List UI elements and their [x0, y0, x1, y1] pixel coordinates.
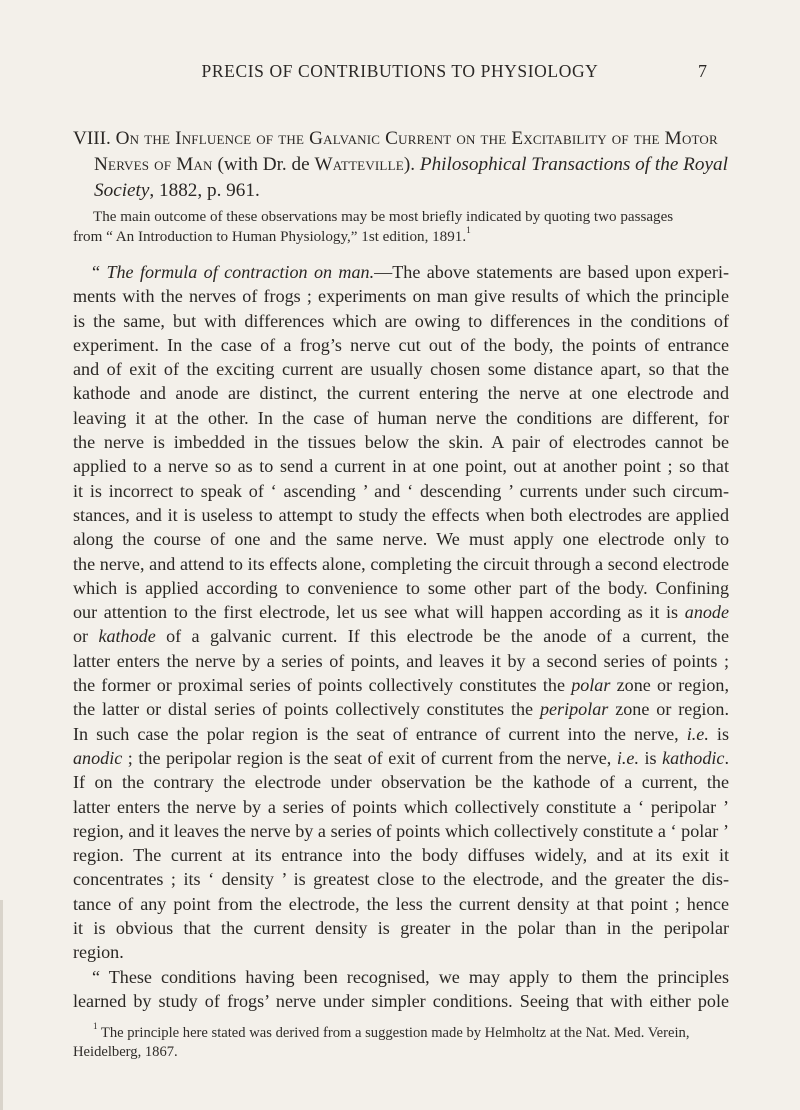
- body-line: the former or proximal series of points collectively constitutes the polar zone or region,: [73, 675, 729, 696]
- section-title-line2c: ).: [403, 154, 416, 175]
- body-line: it is obvious that the current density is greater in the polar than in the peripolar: [73, 918, 729, 939]
- body-line: anodic ; the peripolar region is the seat of exit of current from the nerve, i.e. is kathodic.: [73, 747, 729, 768]
- body-line: our attention to the first electrode, let us see what will happen according as it is anode: [73, 602, 729, 623]
- body-line: or kathode of a galvanic current. If this electrode be the anode of a current, the: [73, 626, 729, 647]
- body-line: concentrates ; its ‘ density ’ is greatest close to the electrode, and the greater the dis-: [73, 869, 729, 890]
- section-number: VIII.: [73, 128, 111, 149]
- body-line: region, and it leaves the nerve by a series of points which collectively constitute a ‘ polar ’: [73, 820, 729, 841]
- journal-name-line2: Society: [94, 180, 150, 201]
- summary-paragraph: [73, 207, 729, 247]
- body-line: stances, and it is useless to attempt to study the effects when both electrodes are applied: [73, 504, 729, 525]
- body-line: which is applied according to convenience to some other part of the body. Confining: [73, 577, 729, 598]
- section-title-line2: [73, 152, 728, 178]
- binding-shadow: [0, 900, 6, 1110]
- summary-line2: [73, 225, 471, 245]
- footnote-line1-text: The principle here stated was derived from a suggestion made by Helmholtz at the Nat. Med. Verein,: [97, 1025, 690, 1041]
- section-title-line3: [73, 178, 728, 204]
- body-line: region.: [73, 942, 124, 963]
- body-line: is the same, but with differences which are owing to differences in the conditions of: [73, 310, 729, 331]
- running-head: [0, 61, 800, 83]
- body-line: tance of any point from the electrode, the less the current density at that point ; hence: [73, 893, 729, 914]
- body-line: “ The formula of contraction on man.—The above statements are based upon experi-: [92, 262, 729, 282]
- footnote-line2: Heidelberg, 1867.: [73, 1044, 178, 1060]
- section-title-line2b: (with Dr. de: [212, 154, 315, 175]
- summary-line2-text: from “ An Introduction to Human Physiology,” 1st edition, 1891.: [73, 229, 467, 245]
- footnote: [73, 1020, 729, 1062]
- body-line: In such case the polar region is the seat of entrance of current into the nerve, i.e. is: [73, 723, 729, 744]
- body-line: the nerve is imbedded in the tissues below the skin. A pair of electrodes cannot be: [73, 432, 729, 453]
- footnote-line1: [73, 1020, 729, 1043]
- page-number: 7: [698, 61, 707, 81]
- section-title-line2a: Nerves of Man: [94, 154, 213, 175]
- body-text: [73, 260, 729, 1013]
- body-line: learned by study of frogs’ nerve under simpler conditions. Seeing that with either pole: [73, 990, 729, 1011]
- summary-line1: The main outcome of these observations may be most briefly indicated by quoting two passages: [93, 209, 674, 225]
- coauthor-name: Watteville: [314, 154, 404, 175]
- body-line: leaving it at the other. In the case of human nerve the conditions are different, for: [73, 407, 729, 428]
- body-line: kathode and anode are distinct, the current entering the nerve at one electrode and: [73, 383, 729, 404]
- footnote-reference: 1: [466, 225, 471, 236]
- running-title: PRECIS OF CONTRIBUTIONS TO PHYSIOLOGY: [201, 61, 599, 81]
- footnote-marker: 1: [93, 1020, 98, 1031]
- body-line: latter enters the nerve by a series of points, and leaves it by a second series of points ;: [73, 650, 729, 671]
- body-line: region. The current at its entrance into the body diffuses widely, and at its exit it: [73, 845, 729, 866]
- body-line: experiment. In the case of a frog’s nerve cut out of the body, the points of entrance: [73, 334, 729, 355]
- section-heading: [73, 126, 728, 204]
- body-line: and of exit of the exciting current are usually chosen some distance apart, so that the: [73, 359, 729, 380]
- body-line: applied to a nerve so as to send a current in at one point, out at another point ; so that: [73, 456, 729, 477]
- journal-name: Philosophical Transactions of the Royal: [419, 154, 728, 175]
- body-line: along the course of one and the same nerve. We must apply one electrode only to: [73, 529, 729, 550]
- body-line: “ These conditions having been recognised, we may apply to them the principles: [92, 966, 729, 987]
- citation: , 1882, p. 961.: [149, 180, 260, 201]
- body-line: the latter or distal series of points collectively constitutes the peripolar zone or region.: [73, 699, 730, 720]
- body-line: it is incorrect to speak of ‘ ascending ’ and ‘ descending ’ currents under such circum-: [73, 480, 729, 501]
- body-line: latter enters the nerve by a series of points which collectively constitute a ‘ peripolar ’: [73, 796, 729, 817]
- body-line: If on the contrary the electrode under observation be the kathode of a current, the: [73, 772, 729, 793]
- section-title-line1: On the Influence of the Galvanic Current on the Excitability of the Motor: [115, 128, 718, 149]
- body-line: ments with the nerves of frogs ; experiments on man give results of which the principle: [73, 286, 729, 307]
- body-line: the nerve, and attend to its effects alone, completing the circuit through a second electrode: [73, 553, 729, 574]
